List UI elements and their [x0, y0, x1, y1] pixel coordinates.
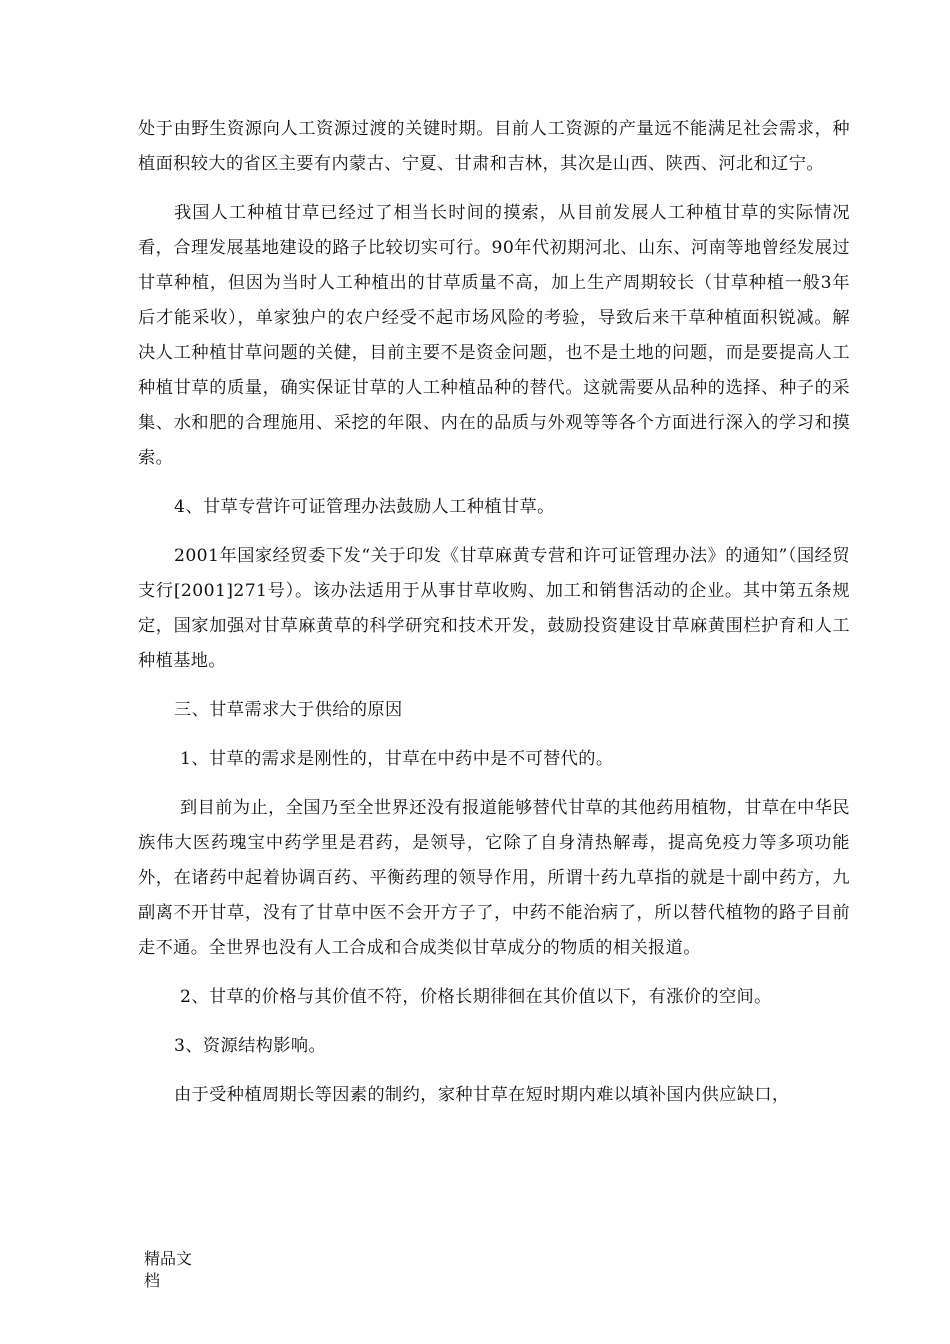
- paragraph-9: 3、资源结构影响。: [174, 1036, 327, 1056]
- footer-watermark: [144, 1248, 214, 1292]
- paragraph-8: 2、甘草的价格与其价值不符，价格长期徘徊在其价值以下，有涨价的空间。: [180, 987, 772, 1007]
- paragraph-4: 2001年国家经贸委下发“关于印发《甘草麻黄专营和许可证管理办法》的通知”（国经贸支行[2001]271号）。该办法适用于从事甘草收购、加工和销售活动的企业。其中第五条规定，国家加强对甘草麻黄草的科学研究和技术开发，鼓励投资建设甘草麻黄围栏护育和人工种植基地。: [138, 546, 850, 671]
- paragraph-3: 4、甘草专营许可证管理办法鼓励人工种植甘草。: [174, 497, 555, 517]
- paragraph-2: 我国人工种植甘草已经过了相当长时间的摸索，从目前发展人工种植甘草的实际情况看，合理发展基地建设的路子比较切实可行。90年代初期河北、山东、河南等地曾经发展过甘草种植，但因为当时人工种植出的甘草质量不高，加上生产周期较长（甘草种植一般3年后才能采收），单家独户的农户经受不起市场风险的考验，导致后来干草种植面积锐减。解决人工种植甘草问题的关健，目前主要不是资金问题，也不是土地的问题，而是要提高人工种植甘草的质量，确实保证甘草的人工种植品种的替代。这就需要从品种的选择、种子的采集、水和肥的合理施用、采挖的年限、内在的品质与外观等等各个方面进行深入的学习和摸索。: [138, 203, 850, 468]
- footer-line-1: 精品文: [144, 1249, 193, 1268]
- paragraph-10: 由于受种植周期长等因素的制约，家种甘草在短时期内难以填补国内供应缺口，: [174, 1085, 790, 1105]
- paragraph-6: 1、甘草的需求是刚性的，甘草在中药中是不可替代的。: [180, 749, 614, 769]
- paragraph-1: 处于由野生资源向人工资源过渡的关键时期。目前人工资源的产量远不能满足社会需求，种植面积较大的省区主要有内蒙古、宁夏、甘肃和吉林，其次是山西、陕西、河北和辽宁。: [138, 119, 850, 174]
- paragraph-7: 到目前为止，全国乃至全世界还没有报道能够替代甘草的其他药用植物，甘草在中华民族伟大医药瑰宝中药学里是君药，是领导，它除了自身清热解毒，提高免疫力等多项功能外，在诸药中起着协调百药、平衡药理的领导作用，所谓十药九草指的就是十副中药方，九副离不开甘草，没有了甘草中医不会开方子了，中药不能治病了，所以替代植物的路子目前走不通。全世界也没有人工合成和合成类似甘草成分的物质的相关报道。: [138, 798, 850, 958]
- section-heading: 三、甘草需求大于供给的原因: [174, 700, 403, 720]
- document-body: [138, 112, 850, 1127]
- footer-line-2: 档: [144, 1271, 161, 1290]
